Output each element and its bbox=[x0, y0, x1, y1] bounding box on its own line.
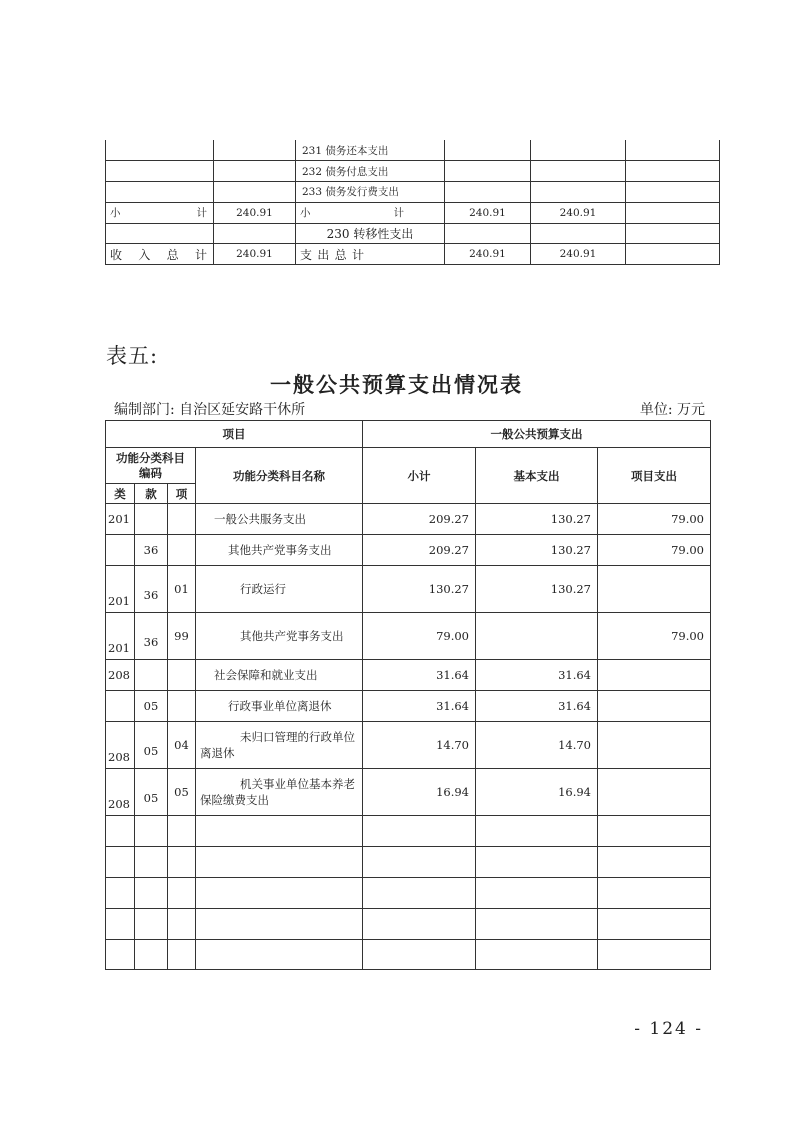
expense-item-cell: 232 债务付息支出 bbox=[296, 161, 445, 182]
kuan-cell bbox=[135, 504, 168, 535]
kuan-cell: 36 bbox=[135, 566, 168, 613]
lei-cell: 201 bbox=[106, 566, 135, 613]
expense-item-cell: 231 债务还本支出 bbox=[296, 140, 445, 161]
table-row bbox=[106, 182, 720, 203]
table-row bbox=[106, 660, 711, 691]
table-row bbox=[106, 504, 711, 535]
table-row bbox=[106, 566, 711, 613]
table-row bbox=[106, 161, 720, 182]
xiang-cell bbox=[168, 535, 196, 566]
cell bbox=[168, 816, 196, 847]
code-group-header: 功能分类科目编码 bbox=[106, 448, 196, 484]
empty-row bbox=[106, 878, 711, 909]
project-cell: 79.00 bbox=[598, 504, 711, 535]
income-subtotal-label bbox=[106, 202, 214, 223]
cell bbox=[168, 909, 196, 940]
name-cell: 其他共产党事务支出 bbox=[196, 613, 363, 660]
header-row bbox=[106, 421, 711, 448]
kuan-cell: 05 bbox=[135, 691, 168, 722]
project-cell bbox=[598, 722, 711, 769]
cell bbox=[626, 182, 720, 203]
unit-label: 单位: 万元 bbox=[639, 402, 705, 418]
cell bbox=[135, 909, 168, 940]
cell bbox=[168, 940, 196, 970]
expense-item-cell: 233 债务发行费支出 bbox=[296, 182, 445, 203]
lei-cell bbox=[106, 691, 135, 722]
xiang-cell bbox=[168, 691, 196, 722]
subtotal-cell: 79.00 bbox=[363, 613, 476, 660]
total-row bbox=[106, 244, 720, 265]
empty-row bbox=[106, 909, 711, 940]
cell bbox=[445, 140, 531, 161]
cell bbox=[531, 140, 626, 161]
cell bbox=[196, 847, 363, 878]
expense-subtotal-value-1: 240.91 bbox=[445, 202, 531, 223]
label-char: 计 bbox=[194, 247, 207, 262]
page-title: 一般公共预算支出情况表 bbox=[270, 373, 523, 397]
cell bbox=[196, 940, 363, 970]
cell bbox=[135, 878, 168, 909]
cell bbox=[445, 182, 531, 203]
income-expense-summary-table bbox=[105, 140, 720, 265]
basic-cell: 130.27 bbox=[476, 535, 598, 566]
cell bbox=[531, 223, 626, 244]
lei-cell: 208 bbox=[106, 769, 135, 816]
subtotal-cell: 31.64 bbox=[363, 660, 476, 691]
table-row bbox=[106, 535, 711, 566]
kuan-cell: 05 bbox=[135, 769, 168, 816]
basic-cell: 31.64 bbox=[476, 660, 598, 691]
label-char: 计 bbox=[393, 207, 404, 220]
lei-cell: 208 bbox=[106, 660, 135, 691]
name-cell: 其他共产党事务支出 bbox=[196, 535, 363, 566]
basic-header: 基本支出 bbox=[476, 448, 598, 504]
project-cell: 79.00 bbox=[598, 613, 711, 660]
cell bbox=[214, 223, 296, 244]
name-cell: 社会保障和就业支出 bbox=[196, 660, 363, 691]
general-budget-expenditure-table bbox=[105, 420, 711, 970]
basic-cell: 14.70 bbox=[476, 722, 598, 769]
name-cell: 一般公共服务支出 bbox=[196, 504, 363, 535]
item-header: 项目 bbox=[106, 421, 363, 448]
subtotal-header: 小计 bbox=[363, 448, 476, 504]
cell bbox=[476, 940, 598, 970]
kuan-cell: 36 bbox=[135, 535, 168, 566]
cell bbox=[196, 909, 363, 940]
transfer-expense-label: 230 转移性支出 bbox=[296, 223, 445, 244]
xiang-cell: 01 bbox=[168, 566, 196, 613]
cell bbox=[363, 847, 476, 878]
lei-cell bbox=[106, 535, 135, 566]
department-label: 编制部门: 自治区延安路干休所 bbox=[114, 402, 306, 418]
cell bbox=[196, 816, 363, 847]
cell bbox=[106, 940, 135, 970]
subtotal-cell: 14.70 bbox=[363, 722, 476, 769]
project-cell bbox=[598, 691, 711, 722]
xiang-cell: 04 bbox=[168, 722, 196, 769]
xiang-cell: 05 bbox=[168, 769, 196, 816]
label-char: 小 bbox=[300, 207, 311, 220]
basic-cell: 130.27 bbox=[476, 566, 598, 613]
cell bbox=[626, 202, 720, 223]
cell bbox=[106, 878, 135, 909]
label-char: 小 bbox=[110, 207, 121, 220]
basic-cell: 130.27 bbox=[476, 504, 598, 535]
project-cell bbox=[598, 660, 711, 691]
cell bbox=[626, 223, 720, 244]
name-cell: 行政运行 bbox=[196, 566, 363, 613]
cell bbox=[106, 847, 135, 878]
income-total-label bbox=[106, 244, 214, 265]
name-cell: 行政事业单位离退休 bbox=[196, 691, 363, 722]
subtotal-cell: 130.27 bbox=[363, 566, 476, 613]
cell bbox=[106, 182, 214, 203]
label-char: 出 bbox=[317, 247, 330, 262]
cell bbox=[363, 878, 476, 909]
subtotal-cell: 209.27 bbox=[363, 504, 476, 535]
project-cell bbox=[598, 769, 711, 816]
xiang-cell bbox=[168, 660, 196, 691]
cell bbox=[626, 140, 720, 161]
kuan-cell: 36 bbox=[135, 613, 168, 660]
cell bbox=[135, 816, 168, 847]
expense-subtotal-value-2: 240.91 bbox=[531, 202, 626, 223]
cell bbox=[168, 878, 196, 909]
cell bbox=[598, 940, 711, 970]
label-char: 支 bbox=[300, 247, 313, 262]
page-number: - 124 - bbox=[634, 1019, 703, 1039]
cell bbox=[106, 816, 135, 847]
label-char: 总 bbox=[166, 247, 179, 262]
name-cell: 未归口管理的行政单位离退休 bbox=[196, 722, 363, 769]
cell bbox=[598, 847, 711, 878]
cell bbox=[363, 909, 476, 940]
cell bbox=[214, 161, 296, 182]
cell bbox=[626, 161, 720, 182]
cell bbox=[106, 223, 214, 244]
subtotal-row bbox=[106, 202, 720, 223]
label-char: 计 bbox=[196, 207, 207, 220]
label-char: 计 bbox=[351, 247, 364, 262]
cell bbox=[106, 909, 135, 940]
subtotal-cell: 16.94 bbox=[363, 769, 476, 816]
cell bbox=[168, 847, 196, 878]
cell bbox=[598, 816, 711, 847]
project-cell bbox=[598, 566, 711, 613]
budget-header: 一般公共预算支出 bbox=[363, 421, 711, 448]
table-row bbox=[106, 769, 711, 816]
section-label: 表五: bbox=[106, 344, 159, 368]
cell bbox=[106, 140, 214, 161]
subtotal-cell: 31.64 bbox=[363, 691, 476, 722]
cell bbox=[476, 816, 598, 847]
cell bbox=[214, 182, 296, 203]
cell bbox=[363, 940, 476, 970]
label-char: 入 bbox=[138, 247, 151, 262]
name-cell: 机关事业单位基本养老保险缴费支出 bbox=[196, 769, 363, 816]
cell bbox=[598, 878, 711, 909]
project-cell: 79.00 bbox=[598, 535, 711, 566]
income-subtotal-value: 240.91 bbox=[214, 202, 296, 223]
xiang-header: 项 bbox=[168, 484, 196, 504]
label-char: 收 bbox=[110, 247, 123, 262]
lei-cell: 208 bbox=[106, 722, 135, 769]
cell bbox=[531, 182, 626, 203]
header-row bbox=[106, 448, 711, 484]
table-row bbox=[106, 613, 711, 660]
lei-cell: 201 bbox=[106, 504, 135, 535]
subtotal-cell: 209.27 bbox=[363, 535, 476, 566]
project-header: 项目支出 bbox=[598, 448, 711, 504]
income-total-value: 240.91 bbox=[214, 244, 296, 265]
kuan-cell: 05 bbox=[135, 722, 168, 769]
label-char: 总 bbox=[334, 247, 347, 262]
cell bbox=[476, 878, 598, 909]
table-row bbox=[106, 223, 720, 244]
expense-total-label bbox=[296, 244, 445, 265]
cell bbox=[476, 847, 598, 878]
cell bbox=[531, 161, 626, 182]
table-row bbox=[106, 140, 720, 161]
basic-cell: 31.64 bbox=[476, 691, 598, 722]
table-row bbox=[106, 722, 711, 769]
xiang-cell: 99 bbox=[168, 613, 196, 660]
lei-cell: 201 bbox=[106, 613, 135, 660]
basic-cell bbox=[476, 613, 598, 660]
expense-total-value-1: 240.91 bbox=[445, 244, 531, 265]
kuan-header: 款 bbox=[135, 484, 168, 504]
expense-subtotal-label bbox=[296, 202, 445, 223]
cell bbox=[363, 816, 476, 847]
expense-total-value-2: 240.91 bbox=[531, 244, 626, 265]
lei-header: 类 bbox=[106, 484, 135, 504]
cell bbox=[106, 161, 214, 182]
cell bbox=[135, 940, 168, 970]
cell bbox=[214, 140, 296, 161]
empty-row bbox=[106, 847, 711, 878]
cell bbox=[626, 244, 720, 265]
cell bbox=[476, 909, 598, 940]
cell bbox=[135, 847, 168, 878]
cell bbox=[445, 223, 531, 244]
name-header: 功能分类科目名称 bbox=[196, 448, 363, 504]
empty-row bbox=[106, 940, 711, 970]
empty-row bbox=[106, 816, 711, 847]
xiang-cell bbox=[168, 504, 196, 535]
cell bbox=[196, 878, 363, 909]
basic-cell: 16.94 bbox=[476, 769, 598, 816]
kuan-cell bbox=[135, 660, 168, 691]
cell bbox=[445, 161, 531, 182]
cell bbox=[598, 909, 711, 940]
table-row bbox=[106, 691, 711, 722]
